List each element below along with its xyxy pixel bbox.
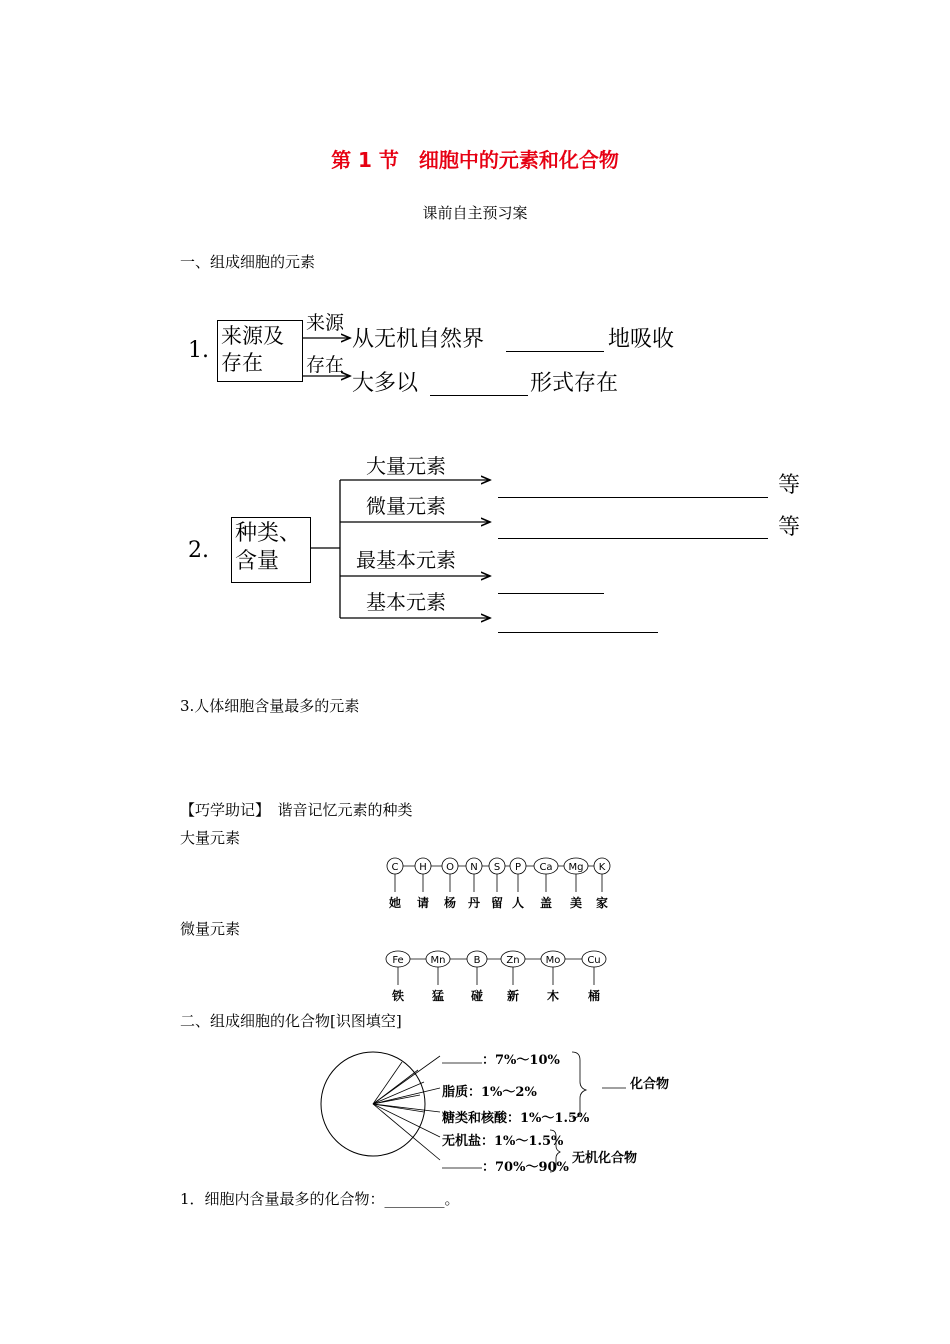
trace-mnemonic-char: 碰 <box>470 989 484 1003</box>
major-mnemonic-char: 美 <box>569 896 583 910</box>
major-mnemonic-char: 杨 <box>443 896 457 910</box>
major-element-symbol: O <box>446 862 454 873</box>
trace-element-symbol: Fe <box>392 955 404 966</box>
trace-mnemonic-char: 木 <box>546 989 560 1003</box>
item1-box-line1: 来源及 <box>221 324 284 348</box>
trace-element-symbol: Zn <box>506 955 520 966</box>
trace-mnemonic-char: 铁 <box>391 989 405 1003</box>
major-element-symbol: H <box>419 862 427 873</box>
major-mnemonic-char: 人 <box>511 896 525 910</box>
pie-label-salt: 无机盐：1%～1.5% <box>442 1134 564 1149</box>
major-element-symbol: K <box>598 862 606 873</box>
blank-most-basic[interactable] <box>498 593 604 594</box>
item2-box <box>231 517 311 583</box>
memory-heading: 【巧学助记】 谐音记忆元素的种类 <box>180 801 413 819</box>
section2-heading: 二、组成细胞的化合物[识图填空] <box>180 1012 402 1030</box>
trace-mnemonic-char: 新 <box>506 989 520 1003</box>
item1-box <box>217 320 303 382</box>
major-label: 大量元素 <box>180 829 241 847</box>
pie-label-water: ：70%～90% <box>482 1160 569 1175</box>
trace-element-symbol: B <box>473 955 481 966</box>
suffix-major: 等 <box>778 473 801 498</box>
item2-number: 2. <box>188 538 209 563</box>
major-mnemonic-char: 留 <box>490 896 504 910</box>
trace-mnemonic-char: 桶 <box>587 989 601 1003</box>
pie-label-lipid: 脂质：1%～2% <box>442 1085 537 1100</box>
item1-box-line2: 存在 <box>221 351 263 375</box>
blank-trace[interactable] <box>498 538 768 539</box>
item1-line2-pre: 大多以 <box>352 371 419 396</box>
page-subtitle: 课前自主预习案 <box>422 204 528 222</box>
major-element-symbol: C <box>391 862 399 873</box>
major-mnemonic-char: 家 <box>595 896 609 910</box>
question1-blank[interactable]: ________ <box>384 1190 445 1208</box>
major-mnemonic-char: 她 <box>388 896 402 910</box>
section1-heading: 一、组成细胞的元素 <box>180 253 316 271</box>
trace-element-symbol: Mo <box>545 955 561 966</box>
branch-basic: 基本元素 <box>366 590 446 614</box>
blank-major[interactable] <box>498 497 768 498</box>
organic-label: 化合物 <box>630 1077 670 1092</box>
branch-trace: 微量元素 <box>366 494 446 518</box>
question1-end: 。 <box>444 1190 460 1208</box>
blank-form[interactable] <box>430 395 528 396</box>
arrow1-label: 来源 <box>306 312 345 334</box>
trace-mnemonic-char: 猛 <box>431 989 445 1003</box>
item3: 3.人体细胞含量最多的元素 <box>180 697 360 715</box>
major-mnemonic-char: 盖 <box>539 896 553 910</box>
pie-label-sugar: 糖类和核酸：1%～1.5% <box>442 1111 590 1126</box>
item1-line2-post: 形式存在 <box>530 371 619 396</box>
page-title: 第 1 节 细胞中的元素和化合物 <box>331 148 619 172</box>
item1-line1-pre: 从无机自然界 <box>352 327 485 352</box>
blank-source[interactable] <box>506 351 604 352</box>
question1-text: 1．细胞内含量最多的化合物： <box>180 1190 385 1208</box>
item1-number: 1. <box>188 338 209 363</box>
item2-box-line1: 种类、 <box>235 521 302 546</box>
major-element-symbol: P <box>514 862 522 873</box>
pie-label-protein: ：7%～10% <box>482 1053 560 1068</box>
question1 <box>180 1188 460 1209</box>
trace-element-symbol: Mn <box>430 955 446 966</box>
major-mnemonic-char: 请 <box>416 896 430 910</box>
trace-label: 微量元素 <box>180 920 241 938</box>
item2-box-line2: 含量 <box>235 549 280 574</box>
branch-major: 大量元素 <box>366 454 446 478</box>
major-elements-diagram <box>370 852 620 914</box>
item1-line1-post: 地吸收 <box>608 327 675 352</box>
suffix-trace: 等 <box>778 515 801 540</box>
inorganic-label: 无机化合物 <box>572 1151 638 1166</box>
major-mnemonic-char: 丹 <box>467 896 481 910</box>
trace-element-symbol: Cu <box>587 955 601 966</box>
major-element-symbol: S <box>493 862 501 873</box>
branch-most-basic: 最基本元素 <box>356 548 456 572</box>
blank-basic[interactable] <box>498 632 658 633</box>
major-element-symbol: Mg <box>568 862 584 873</box>
arrow2-label: 存在 <box>306 354 345 376</box>
trace-elements-diagram <box>370 945 620 1003</box>
major-element-symbol: Ca <box>539 862 553 873</box>
major-element-symbol: N <box>470 862 478 873</box>
